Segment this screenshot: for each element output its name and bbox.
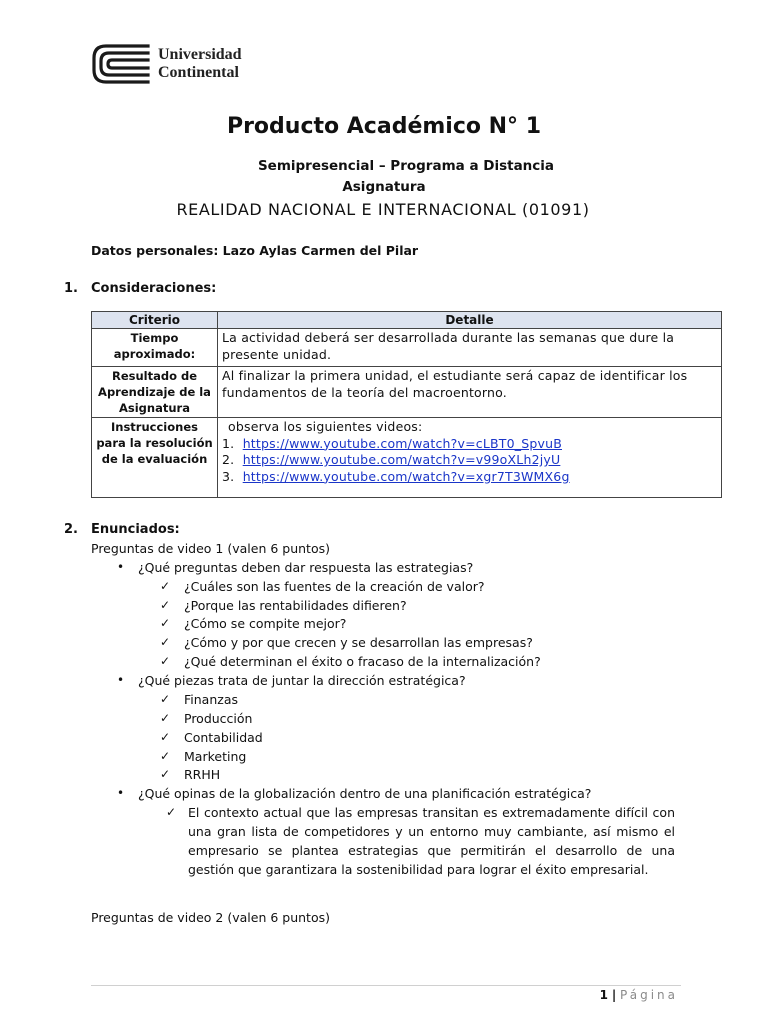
checkmark-icon: ✓: [160, 616, 171, 630]
videos-intro: observa los siguientes videos:: [228, 419, 423, 434]
section-number: 1.: [64, 281, 78, 296]
sub-item: Marketing: [184, 749, 247, 764]
list-item: [222, 436, 717, 453]
sub-item: Finanzas: [184, 692, 238, 707]
bullet-icon: •: [117, 673, 125, 687]
page-label: Página: [620, 988, 678, 1002]
question-1: ¿Qué preguntas deben dar respuesta las estrategias?: [138, 560, 474, 575]
bullet-icon: •: [117, 786, 125, 800]
table-header: Detalle: [218, 312, 722, 329]
checkmark-icon: ✓: [160, 635, 171, 649]
table-cell-criterion: Tiempo aproximado:: [92, 329, 218, 367]
course-name: REALIDAD NACIONAL E INTERNACIONAL (01091): [176, 200, 590, 219]
sub-item: Producción: [184, 711, 253, 726]
university-logo: [90, 42, 290, 86]
list-item: [222, 469, 717, 486]
detail-line: fundamentos de la teoría del macroentorno.: [222, 384, 507, 400]
considerations-table: [91, 311, 722, 498]
table-cell-criterion: Resultado de Aprendizaje de la Asignatura: [92, 367, 218, 418]
checkmark-icon: ✓: [160, 711, 171, 725]
list-number: 2.: [222, 452, 235, 467]
checkmark-icon: ✓: [160, 730, 171, 744]
table-row: [92, 367, 722, 418]
bullet-icon: •: [117, 560, 125, 574]
university-name-line2: Continental: [158, 64, 239, 81]
table-header: Criterio: [92, 312, 218, 329]
checkmark-icon: ✓: [160, 598, 171, 612]
section-number: 2.: [64, 522, 78, 537]
sub-item: RRHH: [184, 767, 221, 782]
video-link-3[interactable]: https://www.youtube.com/watch?v=xgr7T3WMX6g: [242, 468, 570, 484]
table-row: [92, 418, 722, 498]
video-link-2[interactable]: https://www.youtube.com/watch?v=v99oXLh2jyU: [242, 452, 561, 467]
continental-logo-icon: [90, 42, 152, 86]
page-footer: [0, 988, 678, 1002]
video2-heading: Preguntas de video 2 (valen 6 puntos): [91, 910, 330, 925]
detail-line: Al finalizar la primera unidad, el estudiante será capaz de identificar los: [222, 368, 688, 383]
checkmark-icon: ✓: [160, 767, 171, 781]
question-3: ¿Qué opinas de la globalización dentro de una planificación estratégica?: [138, 786, 592, 801]
document-title: Producto Académico N° 1: [226, 114, 542, 139]
checkmark-icon: ✓: [160, 579, 171, 593]
sub-item: ¿Cómo y por que crecen y se desarrollan las empresas?: [184, 635, 533, 650]
sub-item: ¿Porque las rentabilidades difieren?: [184, 598, 407, 613]
video-link-1[interactable]: https://www.youtube.com/watch?v=cLBT0_SpvuB: [242, 435, 562, 451]
table-cell-criterion: Instrucciones para la resolución de la evaluación: [92, 418, 218, 498]
table-cell-detail: [218, 418, 722, 498]
checkmark-icon: ✓: [160, 692, 171, 706]
checkmark-icon: ✓: [166, 805, 177, 819]
checkmark-icon: ✓: [160, 654, 171, 668]
checkmark-icon: ✓: [160, 749, 171, 763]
footer-divider: [91, 985, 681, 986]
answer-paragraph: El contexto actual que las empresas transitan es extremadamente difícil con una gran lista de competidores y un entorno muy cambiante, así mismo el empresario se plantea estrategias que permitirán el desarrollo de una gestión que garantizara la sostenibilidad para lograr el éxito empresarial.: [188, 805, 675, 877]
sub-item: Contabilidad: [184, 730, 263, 745]
table-cell-detail: [218, 367, 722, 418]
question-2: ¿Qué piezas trata de juntar la dirección estratégica?: [138, 673, 466, 688]
subject-label: Asignatura: [342, 179, 426, 195]
table-cell-detail: La actividad deberá ser desarrollada durante las semanas que dure la presente unidad.: [218, 329, 722, 367]
video1-heading: Preguntas de video 1 (valen 6 puntos): [91, 541, 330, 556]
section-title: Enunciados:: [91, 522, 180, 537]
sub-item: ¿Qué determinan el éxito o fracaso de la internalización?: [184, 654, 541, 669]
footer-separator: |: [611, 988, 617, 1002]
sub-item: ¿Cuáles son las fuentes de la creación de valor?: [184, 579, 485, 594]
table-header-row: [92, 312, 722, 329]
list-number: 1.: [222, 435, 235, 451]
university-name-line1: Universidad: [158, 46, 242, 63]
personal-data: Datos personales: Lazo Aylas Carmen del Pilar: [91, 243, 419, 258]
list-number: 3.: [222, 468, 235, 484]
video-list: [222, 436, 717, 486]
list-item: [222, 452, 717, 469]
sub-item: ¿Cómo se compite mejor?: [184, 616, 347, 631]
table-row: [92, 329, 722, 367]
section-title: Consideraciones:: [91, 281, 217, 296]
program-subtitle: Semipresencial – Programa a Distancia: [257, 158, 555, 174]
page-number: 1: [599, 988, 608, 1002]
